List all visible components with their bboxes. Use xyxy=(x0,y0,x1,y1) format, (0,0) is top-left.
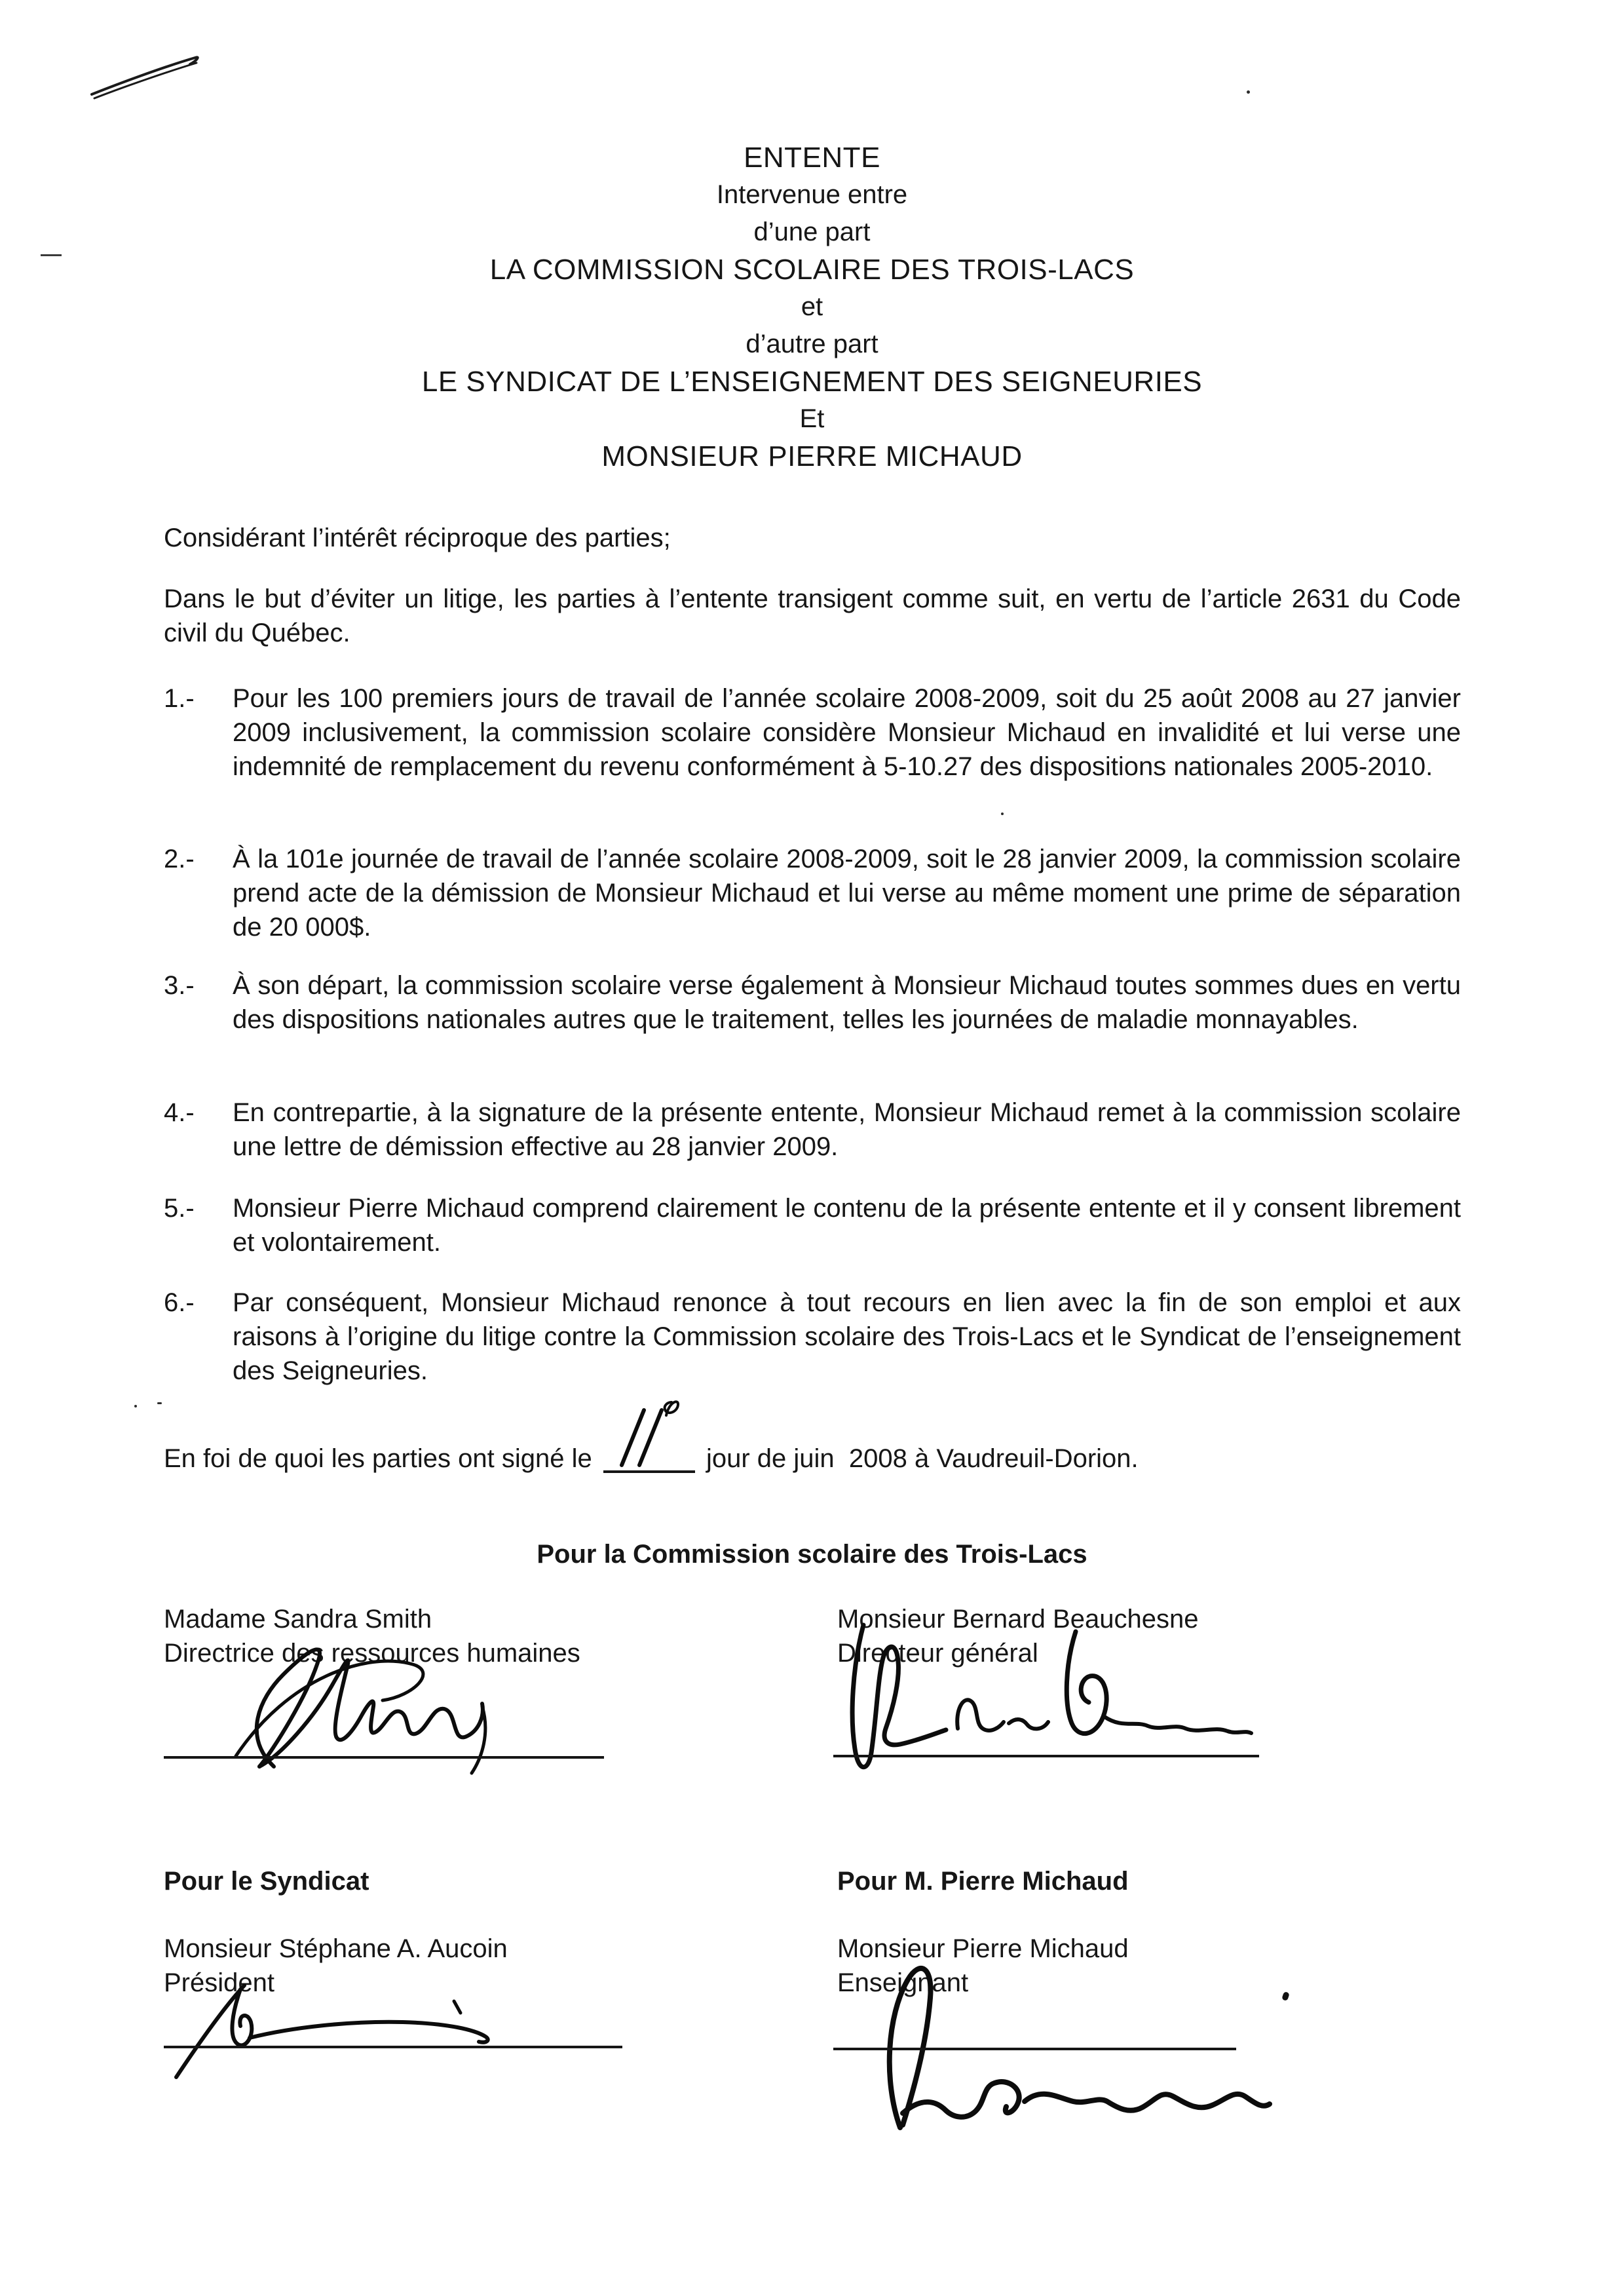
dg-signature-line xyxy=(833,1755,1259,1757)
scan-speck xyxy=(1001,813,1004,815)
handwritten-day-11e xyxy=(603,1394,695,1472)
clause-5-text: Monsieur Pierre Michaud comprend clairement le contenu de la présente entente et il y consent librement et volontairement. xyxy=(233,1194,1461,1257)
title-entente: ENTENTE xyxy=(744,142,880,174)
scan-speck xyxy=(157,1402,162,1404)
clause-4 xyxy=(164,1096,1461,1164)
closing-text-after: jour de juin 2008 à Vaudreuil-Dorion. xyxy=(698,1444,1139,1473)
dg-name: Monsieur Bernard Beauchesne xyxy=(837,1605,1199,1634)
commission-signing-heading: Pour la Commission scolaire des Trois-Lacs xyxy=(537,1540,1087,1569)
transaction-paragraph: Dans le but d’éviter un litige, les parties à l’entente transigent comme suit, en vertu de l’article 2631 du Code civil du Québec. xyxy=(164,584,1461,647)
clause-6-number: 6.- xyxy=(164,1288,195,1317)
stephane-aucoin-signature xyxy=(167,1979,626,2084)
clause-1 xyxy=(164,681,1461,784)
clause-1-number: 1.- xyxy=(164,684,195,713)
title-line: d’une part xyxy=(753,218,871,246)
handwritten-day-blank xyxy=(603,1442,695,1473)
michaud-heading: Pour M. Pierre Michaud xyxy=(837,1867,1129,1896)
title-line: Intervenue entre xyxy=(716,180,908,209)
clause-6-text: Par conséquent, Monsieur Michaud renonce à tout recours en lien avec la fin de son emploi et aux raisons à l’origine du litige contre la Commission scolaire des Trois-Lacs et le Syndicat de l’enseignement des Seigneuries. xyxy=(233,1288,1461,1385)
clause-5 xyxy=(164,1191,1461,1259)
clause-1-text: Pour les 100 premiers jours de travail de l’année scolaire 2008-2009, soit du 25 août 2008 au 27 janvier 2009 inclusivement, la commission scolaire considère Monsieur Michaud en invalidité et lui verse une indemnité de remplacement du revenu conformément à 5-10.27 des dispositions nationales 2005-2010. xyxy=(233,684,1461,781)
clause-2-text: À la 101e journée de travail de l’année scolaire 2008-2009, soit le 28 janvier 2009, la commission scolaire prend acte de la démission de Monsieur Michaud et lui verse au même moment une prime de séparation de 20 000$. xyxy=(233,845,1461,942)
scan-speck xyxy=(1247,90,1250,94)
considerant-paragraph: Considérant l’intérêt réciproque des parties; xyxy=(164,524,671,552)
michaud-name: Monsieur Pierre Michaud xyxy=(837,1934,1129,1963)
clause-2 xyxy=(164,842,1461,944)
michaud-signature-line xyxy=(833,2048,1236,2050)
title-line: d’autre part xyxy=(746,330,878,358)
title-line: et xyxy=(801,292,823,321)
clause-5-number: 5.- xyxy=(164,1194,195,1223)
clause-3-number: 3.- xyxy=(164,971,195,1000)
union-signature-line xyxy=(164,2046,622,2048)
bernard-beauchesne-signature xyxy=(840,1618,1272,1776)
pierre-michaud-signature xyxy=(837,1956,1296,2133)
dg-title: Directeur général xyxy=(837,1639,1038,1668)
title-line: Et xyxy=(799,404,825,433)
clause-3 xyxy=(164,968,1461,1037)
clause-6 xyxy=(164,1286,1461,1388)
scan-artifact-pen-swoosh xyxy=(85,52,206,102)
scan-speck xyxy=(134,1405,137,1407)
union-heading: Pour le Syndicat xyxy=(164,1867,369,1896)
title-commission: LA COMMISSION SCOLAIRE DES TROIS-LACS xyxy=(489,254,1135,286)
clause-4-number: 4.- xyxy=(164,1098,195,1127)
michaud-title: Enseignant xyxy=(837,1968,969,1997)
closing-line xyxy=(164,1442,1139,1476)
hr-name: Madame Sandra Smith xyxy=(164,1605,432,1634)
closing-text-before: En foi de quoi les parties ont signé le xyxy=(164,1444,599,1473)
union-name: Monsieur Stéphane A. Aucoin xyxy=(164,1934,508,1963)
clause-4-text: En contrepartie, à la signature de la présente entente, Monsieur Michaud remet à la commission scolaire une lettre de démission effective au 28 janvier 2009. xyxy=(233,1098,1461,1161)
title-syndicat: LE SYNDICAT DE L’ENSEIGNEMENT DES SEIGNEURIES xyxy=(421,366,1203,398)
title-michaud: MONSIEUR PIERRE MICHAUD xyxy=(601,440,1023,472)
sandra-smith-signature xyxy=(197,1638,563,1776)
union-title: Président xyxy=(164,1968,274,1997)
hr-signature-line xyxy=(164,1756,604,1759)
clause-2-number: 2.- xyxy=(164,845,195,873)
document-title-block xyxy=(0,139,1624,475)
hr-title: Directrice des ressources humaines xyxy=(164,1639,580,1668)
clause-3-text: À son départ, la commission scolaire verse également à Monsieur Michaud toutes sommes dues en vertu des dispositions nationales autres que le traitement, telles les journées de maladie monnayables. xyxy=(233,971,1461,1034)
